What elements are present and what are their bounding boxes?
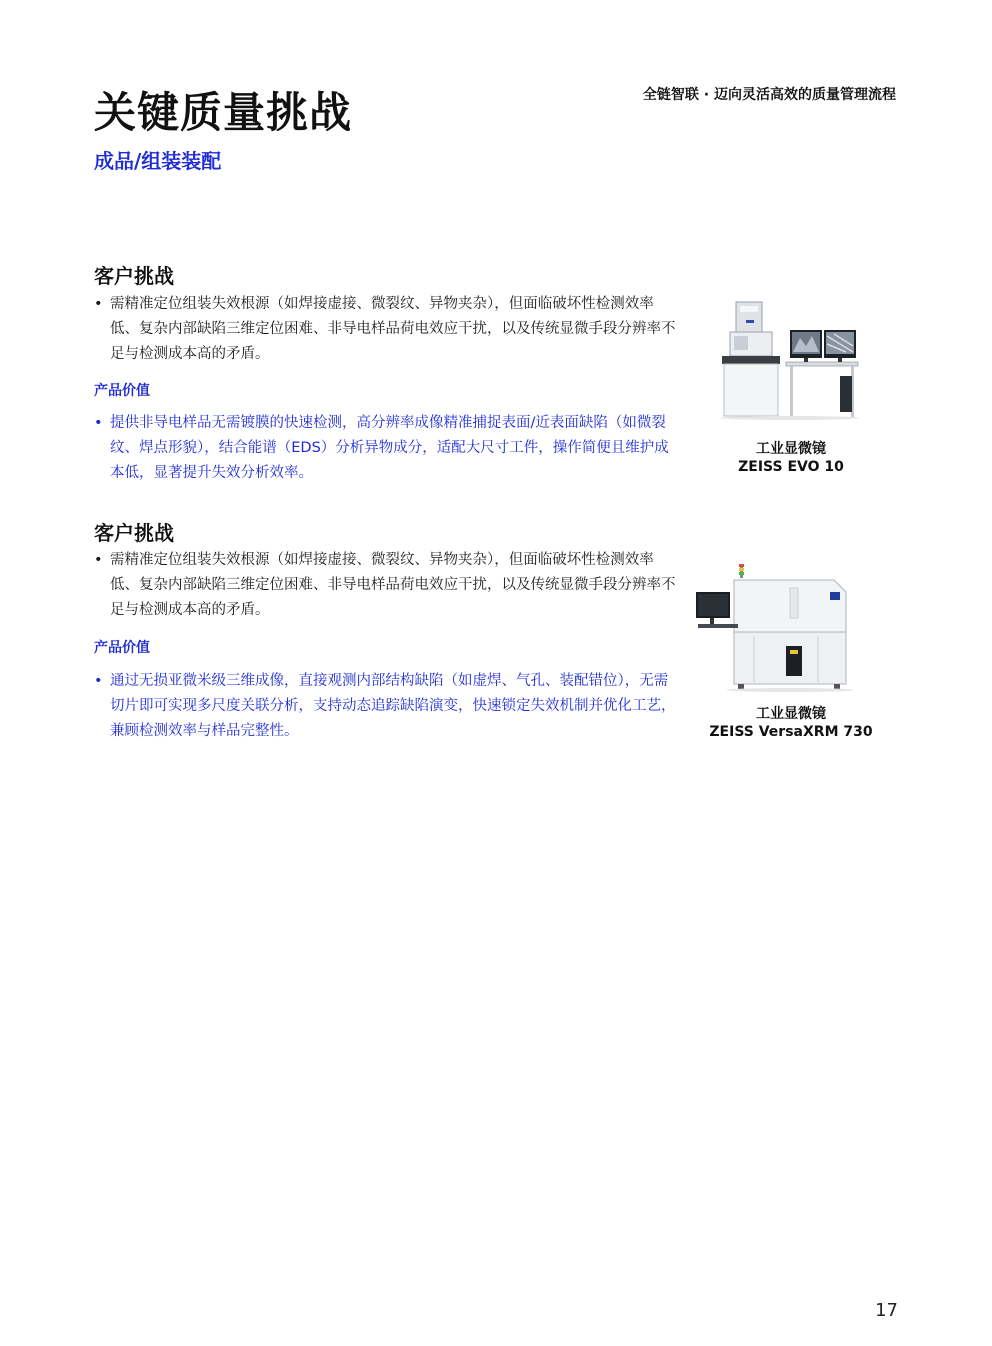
header-tagline: 全链智联 · 迈向灵活高效的质量管理流程 <box>642 87 896 103</box>
section-1-product-name: ZEISS EVO 10 <box>738 459 844 475</box>
section-2-product-name: ZEISS VersaXRM 730 <box>709 724 873 740</box>
section-2-product-type: 工业显微镜 <box>756 706 826 722</box>
section-1-challenge-text: • 需精准定位组装失效根源（如焊接虚接、微裂纹、异物夹杂），但面临破坏性检测效率低、复杂内部缺陷三维定位困难、非导电样品荷电效应干扰，以及传统显微手段分辨率不足与检测成本高的矛盾。 <box>94 292 676 367</box>
zeiss-versaxrm-730-image <box>694 562 854 694</box>
section-2-challenge-heading: 客户挑战 <box>94 521 174 545</box>
page-number: 17 <box>875 1300 898 1321</box>
section-1-value-text: • 提供非导电样品无需镀膜的快速检测，高分辨率成像精准捕捉表面/近表面缺陷（如微裂纹、焊点形貌），结合能谱（EDS）分析异物成分，适配大尺寸工件，操作简便且维护成本低，显著提升失效分析效率。 <box>94 411 676 486</box>
page-title: 关键质量挑战 <box>94 88 353 137</box>
section-2-value-text: • 通过无损亚微米级三维成像，直接观测内部结构缺陷（如虚焊、气孔、装配错位），无需切片即可实现多尺度关联分析，支持动态追踪缺陷演变，快速锁定失效机制并优化工艺，兼顾检测效率与样品完整性。 <box>94 669 676 744</box>
section-1-product-type: 工业显微镜 <box>756 441 826 457</box>
page-subtitle: 成品/组装装配 <box>94 149 222 173</box>
section-1-value-heading: 产品价值 <box>94 383 150 399</box>
section-2-challenge-text: • 需精准定位组装失效根源（如焊接虚接、微裂纹、异物夹杂），但面临破坏性检测效率低、复杂内部缺陷三维定位困难、非导电样品荷电效应干扰，以及传统显微手段分辨率不足与检测成本高的矛盾。 <box>94 548 676 623</box>
section-1-challenge-heading: 客户挑战 <box>94 264 174 288</box>
section-2-value-heading: 产品价值 <box>94 640 150 656</box>
zeiss-evo-10-image <box>716 296 864 420</box>
